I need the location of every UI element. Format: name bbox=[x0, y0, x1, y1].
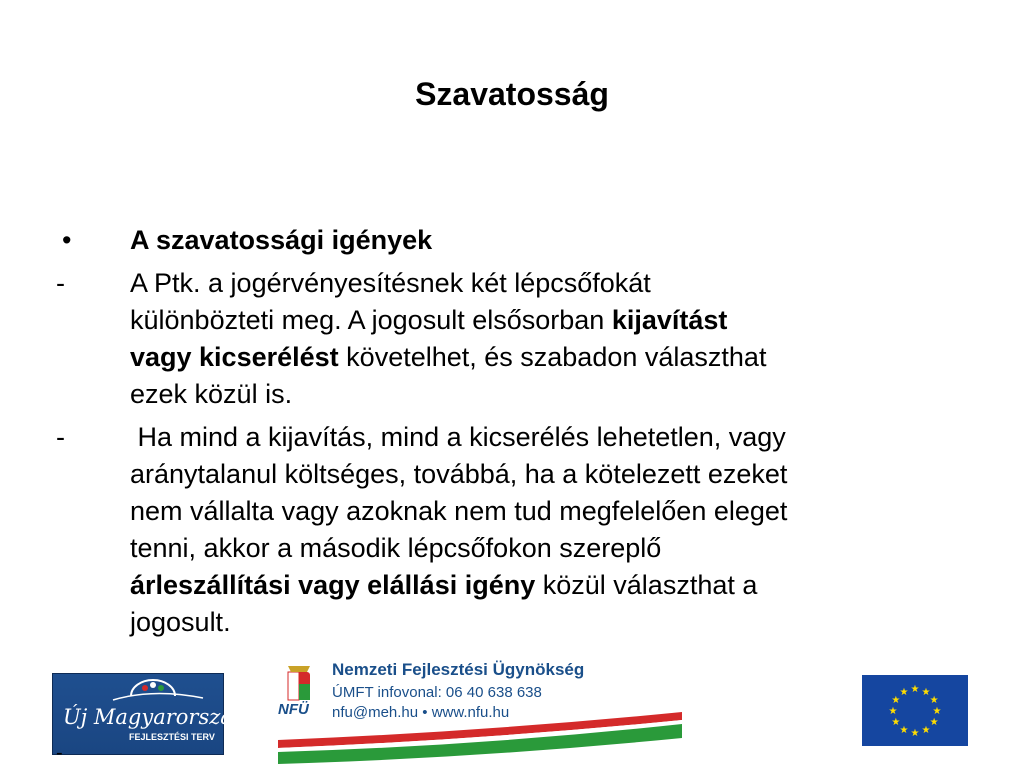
logo-script-text: Új Magyarország bbox=[63, 705, 247, 729]
bullet-heading bbox=[56, 222, 976, 259]
nfu-contact: nfu@meh.hu • www.nfu.hu bbox=[332, 704, 510, 721]
eu-star-icon: ★ bbox=[910, 684, 920, 695]
eu-star-icon: ★ bbox=[932, 706, 942, 717]
eu-flag bbox=[862, 675, 968, 746]
slide-body bbox=[56, 222, 976, 641]
nfu-name: Nemzeti Fejlesztési Ügynökség bbox=[332, 660, 585, 679]
eu-star-icon: ★ bbox=[910, 728, 920, 739]
para1-line2: különbözteti meg. A jogosult elsősorban kijavítást bbox=[130, 305, 728, 335]
para2-line5: árleszállítási vagy elállási igény közül választhat a bbox=[130, 570, 758, 600]
eu-star-icon: ★ bbox=[929, 695, 939, 706]
uj-magyarorszag-emblem bbox=[53, 674, 247, 754]
dash-marker: - bbox=[56, 268, 65, 298]
para1-line1: A Ptk. a jogérvényesítésnek két lépcsőfokát bbox=[130, 268, 651, 298]
para2-line1: Ha mind a kijavítás, mind a kicserélés lehetetlen, vagy bbox=[130, 422, 786, 452]
slide-title: Szavatosság bbox=[415, 76, 609, 112]
heading-text: A szavatossági igények bbox=[130, 225, 433, 255]
bullet-marker: • bbox=[62, 225, 72, 255]
eu-star-icon: ★ bbox=[899, 686, 909, 698]
emphasis-kijavitast: kijavítást bbox=[611, 305, 728, 335]
para2-line2: aránytalanul költséges, továbbá, ha a kötelezett ezeket bbox=[130, 459, 788, 489]
eu-star-icon: ★ bbox=[899, 725, 909, 737]
eu-star-icon: ★ bbox=[888, 706, 898, 717]
eu-star-icon: ★ bbox=[891, 717, 901, 728]
eu-star-icon: ★ bbox=[921, 686, 931, 698]
eu-star-icon: ★ bbox=[891, 695, 901, 706]
eu-star-icon: ★ bbox=[929, 717, 939, 728]
para1-line3: vagy kicserélést követelhet, és szabadon választhat bbox=[130, 342, 767, 372]
emphasis-arleszallitas: árleszállítási vagy elállási igény bbox=[130, 570, 536, 600]
para2-line4: tenni, akkor a második lépcsőfokon szereplő bbox=[130, 533, 662, 563]
para2-line6: jogosult. bbox=[130, 607, 231, 637]
para1-line4: ezek közül is. bbox=[130, 379, 293, 409]
nfu-logo-block bbox=[278, 656, 686, 768]
nfu-infoline: ÚMFT infovonal: 06 40 638 638 bbox=[332, 684, 542, 701]
dash-marker: - bbox=[56, 422, 65, 452]
emphasis-kicserelest: vagy kicserélést bbox=[130, 342, 339, 372]
stray-dash: - bbox=[56, 742, 63, 764]
paragraph-2 bbox=[56, 419, 976, 641]
eu-star-icon: ★ bbox=[921, 725, 931, 737]
nfu-badge: NFÜ bbox=[278, 701, 309, 718]
eu-stars-icon bbox=[862, 675, 968, 746]
paragraph-1 bbox=[56, 265, 976, 413]
logo-sub-text: FEJLESZTÉSI TERV bbox=[129, 732, 215, 742]
nfu-emblem bbox=[278, 656, 686, 768]
uj-magyarorszag-logo bbox=[52, 673, 247, 755]
para2-line3: nem vállalta vagy azoknak nem tud megfelelően eleget bbox=[130, 496, 788, 526]
